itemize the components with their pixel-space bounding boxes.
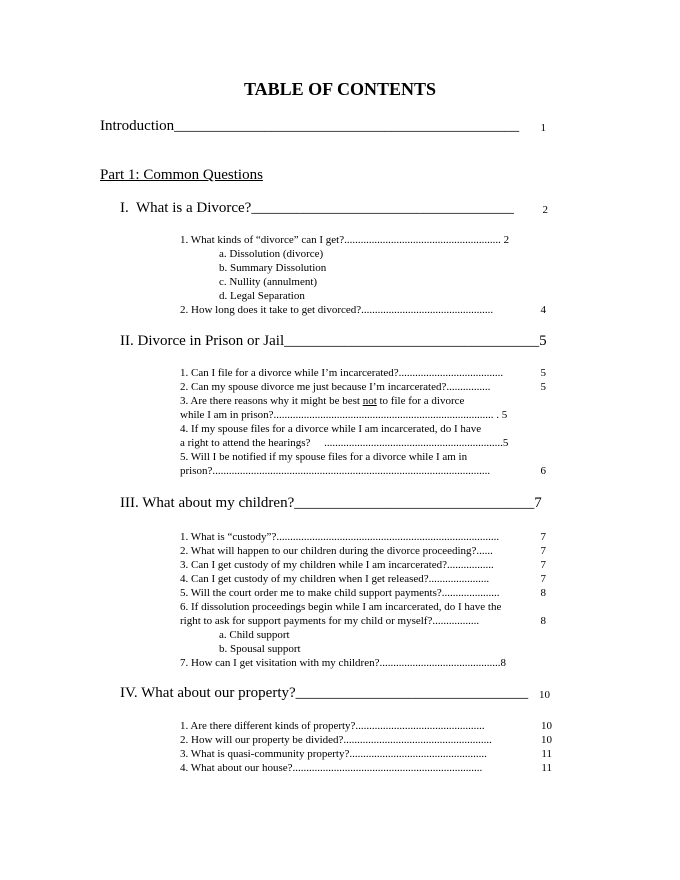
toc-item-page: 10 — [541, 734, 552, 746]
toc-item-page: 7 — [540, 573, 546, 585]
toc-item-page: 5 — [540, 367, 546, 379]
toc-item: 3. Can I get custody of my children while I am incarcerated?................. — [180, 559, 494, 571]
section-heading-3: III. What about my children?________________________________7 — [120, 495, 542, 511]
toc-item-page: 6 — [540, 465, 546, 477]
toc-item: 2. What will happen to our children during the divorce proceeding?...... — [180, 545, 493, 557]
toc-item: 1. Can I file for a divorce while I’m incarcerated?...................................... — [180, 367, 504, 379]
toc-item-page: 4 — [540, 304, 546, 316]
toc-subitem: a. Child support — [219, 629, 290, 641]
section-heading-1-page: 2 — [542, 204, 548, 216]
toc-item-page: 7 — [540, 545, 546, 557]
section-heading-4-page: 10 — [539, 689, 550, 701]
toc-intro-label: Introduction______________________________________________ — [100, 118, 520, 134]
toc-item-page: 7 — [540, 559, 546, 571]
toc-item-page: 11 — [541, 762, 552, 774]
toc-item: prison?..................................................................................................... — [180, 465, 491, 477]
toc-item: a right to attend the hearings? .................................................................5 — [180, 437, 509, 449]
toc-item: 5. Will the court order me to make child support payments?..................... — [180, 587, 500, 599]
toc-item-page: 8 — [540, 615, 546, 627]
toc-item: while I am in prison?................................................................................ . 5 — [180, 409, 508, 421]
toc-item-page: 8 — [540, 587, 546, 599]
toc-item: 6. If dissolution proceedings begin while I am incarcerated, do I have the — [180, 601, 502, 613]
toc-subitem: d. Legal Separation — [219, 290, 305, 302]
toc-item: right to ask for support payments for my child or myself?................. — [180, 615, 480, 627]
document-title: TABLE OF CONTENTS — [243, 79, 437, 99]
toc-item-text: 3. Are there reasons why it might be best — [180, 395, 363, 407]
toc-item: 4. If my spouse files for a divorce while I am incarcerated, do I have — [180, 423, 482, 435]
toc-item: 5. Will I be notified if my spouse files for a divorce while I am in — [180, 451, 468, 463]
toc-subitem: c. Nullity (annulment) — [219, 276, 318, 288]
part-heading: Part 1: Common Questions — [100, 167, 263, 183]
toc-item — [180, 395, 464, 407]
section-heading-1: I. What is a Divorce?___________________________________ — [120, 200, 514, 216]
toc-item-page: 5 — [540, 381, 546, 393]
toc-item: 2. Can my spouse divorce me just because I’m incarcerated?................ — [180, 381, 491, 393]
toc-item-text: to file for a divorce — [376, 395, 465, 407]
section-heading-4: IV. What about our property?_______________________________ — [120, 685, 529, 701]
toc-item: 1. Are there different kinds of property?............................................... — [180, 720, 485, 732]
toc-item: 7. How can I get visitation with my children?............................................8 — [180, 657, 506, 669]
toc-subitem: b. Spousal support — [219, 643, 301, 655]
toc-item: 3. What is quasi-community property?.................................................. — [180, 748, 487, 760]
toc-item: 1. What is “custody”?................................................................................. — [180, 531, 500, 543]
section-heading-2: II. Divorce in Prison or Jail__________________________________5 — [120, 333, 547, 349]
toc-intro-page: 1 — [540, 122, 546, 134]
toc-item-page: 11 — [541, 748, 552, 760]
toc-item: 4. What about our house?..................................................................... — [180, 762, 483, 774]
toc-subitem: a. Dissolution (divorce) — [219, 248, 324, 260]
toc-item-page: 10 — [541, 720, 552, 732]
toc-item: 2. How will our property be divided?...................................................... — [180, 734, 492, 746]
toc-item-page: 7 — [540, 531, 546, 543]
toc-subitem: b. Summary Dissolution — [219, 262, 327, 274]
toc-item: 2. How long does it take to get divorced?................................................ — [180, 304, 494, 316]
emphasis-not: not — [362, 395, 377, 407]
toc-item: 1. What kinds of “divorce” can I get?......................................................... 2 — [180, 234, 510, 246]
toc-item: 4. Can I get custody of my children when I get released?...................... — [180, 573, 490, 585]
